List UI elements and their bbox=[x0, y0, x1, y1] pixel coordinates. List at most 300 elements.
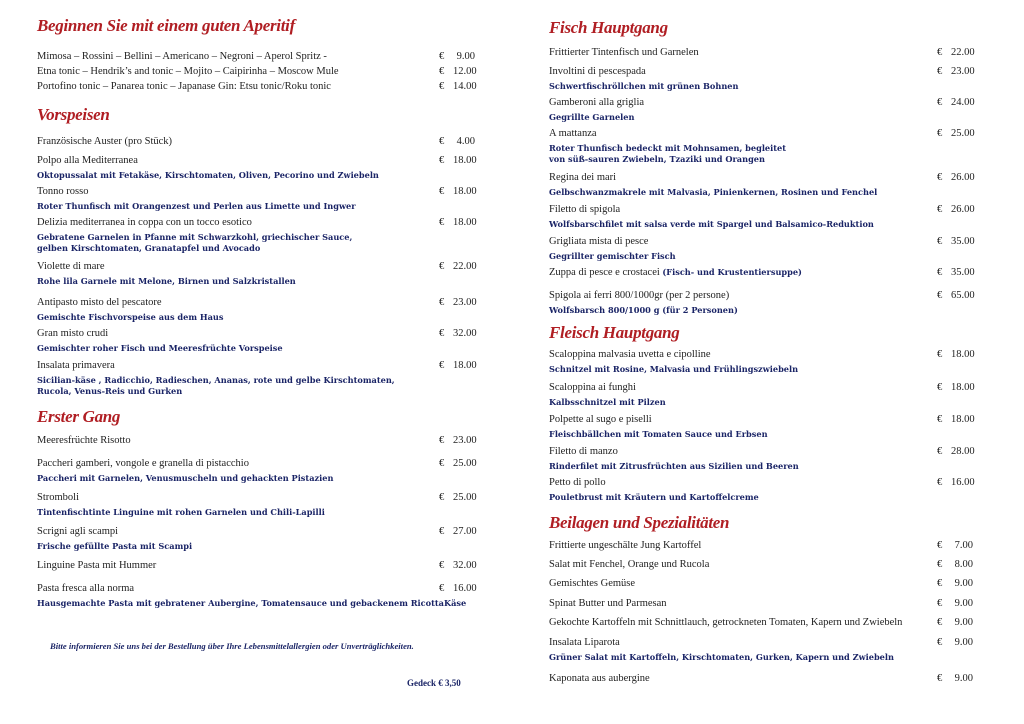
dish-description: Schwertfischröllchen mit grünen Bohnen bbox=[549, 81, 739, 91]
dish-name-text: Involtini di pescespada bbox=[549, 66, 646, 77]
dish-price bbox=[937, 172, 973, 183]
dish-description: Gegrillte Garnelen bbox=[549, 112, 635, 122]
price-amount: 18.00 bbox=[453, 360, 477, 371]
dish-price bbox=[439, 492, 475, 503]
currency-symbol: € bbox=[937, 477, 943, 488]
menu-item-gemischtes-gemuse bbox=[549, 578, 975, 593]
menu-item-frittierte-ungeschalte-jung-kartoffel bbox=[549, 540, 975, 555]
price-amount: 26.00 bbox=[951, 172, 975, 183]
menu-item-line bbox=[549, 66, 975, 81]
dish-price bbox=[937, 414, 973, 425]
dish-name-text: Salat mit Fenchel, Orange und Rucola bbox=[549, 559, 710, 570]
dish-description: Roter Thunfisch mit Orangenzest und Perlen aus Limette und Ingwer bbox=[37, 201, 356, 211]
menu-item-line bbox=[37, 51, 477, 66]
currency-symbol: € bbox=[439, 217, 445, 228]
dish-name-text: Antipasto misto del pescatore bbox=[37, 297, 162, 308]
menu-item-line bbox=[549, 128, 975, 143]
currency-symbol: € bbox=[937, 97, 943, 108]
dish-name bbox=[37, 155, 138, 166]
dish-name-text: Scaloppina ai funghi bbox=[549, 382, 636, 393]
currency-symbol: € bbox=[937, 617, 943, 628]
price-amount: 26.00 bbox=[951, 204, 975, 215]
dish-description: Frische gefüllte Pasta mit Scampi bbox=[37, 541, 193, 551]
currency-symbol: € bbox=[937, 673, 943, 684]
menu-item-linguine-pasta-mit-hummer bbox=[37, 560, 477, 575]
currency-symbol: € bbox=[937, 446, 943, 457]
dish-price bbox=[937, 598, 973, 609]
currency-symbol: € bbox=[937, 559, 943, 570]
menu-item-line bbox=[37, 217, 477, 232]
dish-name bbox=[549, 559, 709, 570]
dish-name-text: Paccheri gamberi, vongole e granella di pistacchio bbox=[37, 458, 249, 469]
dish-name-text: Filetto di spigola bbox=[549, 204, 621, 215]
menu-item-meeresfruchte-risotto bbox=[37, 435, 477, 450]
menu-item-grigliata-mista-di-pesce bbox=[549, 236, 975, 262]
menu-item-line bbox=[549, 477, 975, 492]
dish-description: Kalbsschnitzel mit Pilzen bbox=[549, 397, 666, 407]
currency-symbol: € bbox=[439, 261, 445, 272]
dish-name bbox=[37, 136, 172, 147]
dish-price bbox=[937, 540, 973, 551]
menu-item-line bbox=[549, 446, 975, 461]
menu-item-etna-tonic-hendrik-s-and-tonic-mojito-ca bbox=[37, 66, 477, 81]
dish-name-text: Linguine Pasta mit Hummer bbox=[37, 560, 157, 571]
dish-description: Gelbschwanzmakrele mit Malvasia, Pinienkernen, Rosinen und Fenchel bbox=[549, 187, 878, 197]
dish-name bbox=[549, 598, 667, 609]
menu-item-salat-mit-fenchel-orange-und-rucola bbox=[549, 559, 975, 574]
dish-price bbox=[439, 526, 475, 537]
dish-description: Gemischte Fischvorspeise aus dem Haus bbox=[37, 312, 224, 322]
menu-item-zuppa-di-pesce-e-crostacei bbox=[549, 267, 975, 282]
dish-name-text: Polpo alla Mediterranea bbox=[37, 155, 138, 166]
dish-name bbox=[37, 81, 331, 92]
section-title-aperitif: Beginnen Sie mit einem guten Aperitif bbox=[37, 16, 295, 35]
dish-name bbox=[549, 446, 618, 457]
dish-name-text: Spigola ai ferri 800/1000gr (per 2 persone) bbox=[549, 290, 730, 301]
currency-symbol: € bbox=[439, 360, 445, 371]
menu-item-line bbox=[37, 186, 477, 201]
price-amount: 18.00 bbox=[951, 414, 975, 425]
dish-price bbox=[937, 128, 973, 139]
dish-name bbox=[549, 204, 620, 215]
currency-symbol: € bbox=[439, 560, 445, 571]
dish-name bbox=[549, 47, 699, 58]
menu-item-mimosa-rossini-bellini-americano-negroni bbox=[37, 51, 477, 66]
currency-symbol: € bbox=[937, 204, 943, 215]
menu-item-line bbox=[549, 414, 975, 429]
menu-item-line bbox=[549, 598, 975, 613]
currency-symbol: € bbox=[439, 51, 445, 62]
currency-symbol: € bbox=[439, 81, 445, 92]
price-amount: 32.00 bbox=[453, 328, 477, 339]
currency-symbol: € bbox=[937, 540, 943, 551]
menu-item-line bbox=[549, 267, 975, 282]
cover-charge: Gedeck € 3,50 bbox=[407, 678, 461, 688]
dish-name bbox=[549, 617, 902, 628]
menu-item-involtini-di-pescespada bbox=[549, 66, 975, 92]
dish-name bbox=[549, 66, 646, 77]
dish-price bbox=[937, 446, 973, 457]
menu-item-line bbox=[549, 290, 975, 305]
dish-name bbox=[37, 66, 339, 77]
menu-item-scaloppina-malvasia-uvetta-e-cipolline bbox=[549, 349, 975, 375]
currency-symbol: € bbox=[937, 578, 943, 589]
menu-item-line bbox=[549, 559, 975, 574]
dish-description: Sicilian-käse , Radicchio, Radieschen, Ananas, rote und gelbe Kirschtomaten, bbox=[37, 375, 395, 385]
price-amount: 18.00 bbox=[951, 349, 975, 360]
dish-price bbox=[937, 66, 973, 77]
menu-item-line bbox=[549, 47, 975, 62]
dish-price bbox=[439, 155, 475, 166]
dish-name bbox=[37, 435, 131, 446]
price-amount: 9.00 bbox=[954, 598, 973, 609]
price-amount: 14.00 bbox=[453, 81, 477, 92]
menu-item-line bbox=[549, 578, 975, 593]
menu-item-gekochte-kartoffeln-mit-schnittlauch-get bbox=[549, 617, 975, 632]
dish-name bbox=[549, 128, 597, 139]
dish-description: Gegrillter gemischter Fisch bbox=[549, 251, 676, 261]
price-amount: 9.00 bbox=[456, 51, 475, 62]
menu-item-frittierter-tintenfisch-und-garnelen bbox=[549, 47, 975, 62]
menu-item-line bbox=[549, 349, 975, 364]
currency-symbol: € bbox=[937, 598, 943, 609]
dish-name-text: Tonno rosso bbox=[37, 186, 89, 197]
menu-item-violette-di-mare bbox=[37, 261, 477, 287]
dish-price bbox=[937, 559, 973, 570]
menu-item-line bbox=[549, 617, 975, 632]
allergy-note: Bitte informieren Sie uns bei der Bestellung über Ihre Lebensmittelallergien oder Unverträglichkeiten. bbox=[50, 641, 414, 651]
dish-name-text: Mimosa – Rossini – Bellini – Americano – Negroni – Aperol Spritz - bbox=[37, 51, 327, 62]
dish-name-text: Pasta fresca alla norma bbox=[37, 583, 135, 594]
price-amount: 35.00 bbox=[951, 236, 975, 247]
currency-symbol: € bbox=[937, 236, 943, 247]
currency-symbol: € bbox=[937, 172, 943, 183]
menu-item-line bbox=[549, 236, 975, 251]
dish-name-text: Delizia mediterranea in coppa con un tocco esotico bbox=[37, 217, 252, 228]
dish-price bbox=[937, 382, 973, 393]
price-amount: 12.00 bbox=[453, 66, 477, 77]
menu-item-scrigni-agli-scampi bbox=[37, 526, 477, 552]
dish-price bbox=[937, 97, 973, 108]
dish-description: Oktopussalat mit Fetakäse, Kirschtomaten, Oliven, Pecorino und Zwiebeln bbox=[37, 170, 379, 180]
dish-name bbox=[37, 526, 118, 537]
dish-name-text: Stromboli bbox=[37, 492, 80, 503]
menu-item-line bbox=[549, 637, 975, 652]
dish-name bbox=[549, 236, 648, 247]
dish-name bbox=[37, 51, 327, 62]
dish-name bbox=[549, 540, 701, 551]
dish-price bbox=[439, 51, 475, 62]
price-amount: 27.00 bbox=[453, 526, 477, 537]
dish-price bbox=[439, 81, 475, 92]
price-amount: 9.00 bbox=[954, 673, 973, 684]
dish-price bbox=[439, 560, 475, 571]
menu-item-line bbox=[37, 526, 477, 541]
price-amount: 16.00 bbox=[951, 477, 975, 488]
dish-name bbox=[37, 360, 115, 371]
menu-item-line bbox=[549, 204, 975, 219]
currency-symbol: € bbox=[937, 349, 943, 360]
menu-item-line bbox=[37, 360, 477, 375]
dish-name-text: Gamberoni alla griglia bbox=[549, 97, 645, 108]
dish-name-text: Gekochte Kartoffeln mit Schnittlauch, getrockneten Tomaten, Kapern und Zwiebeln bbox=[549, 617, 903, 628]
menu-item-spigola-ai-ferri-800-1000gr-per-2-person bbox=[549, 290, 975, 316]
dish-name bbox=[37, 261, 105, 272]
menu-item-filetto-di-manzo bbox=[549, 446, 975, 472]
dish-price bbox=[937, 47, 973, 58]
dish-price bbox=[439, 297, 475, 308]
dish-name-text: Gran misto crudi bbox=[37, 328, 109, 339]
price-amount: 23.00 bbox=[453, 435, 477, 446]
price-amount: 18.00 bbox=[453, 217, 477, 228]
price-amount: 9.00 bbox=[954, 578, 973, 589]
section-title-vorspeisen: Vorspeisen bbox=[37, 105, 110, 124]
dish-name bbox=[549, 673, 650, 684]
price-amount: 18.00 bbox=[453, 186, 477, 197]
price-amount: 22.00 bbox=[453, 261, 477, 272]
price-amount: 22.00 bbox=[951, 47, 975, 58]
dish-name-text: Kaponata aus aubergine bbox=[549, 673, 650, 684]
dish-description: Schnitzel mit Rosine, Malvasia und Frühlingszwiebeln bbox=[549, 364, 799, 374]
dish-price bbox=[439, 261, 475, 272]
dish-description: Fleischbällchen mit Tomaten Sauce und Erbsen bbox=[549, 429, 768, 439]
currency-symbol: € bbox=[937, 382, 943, 393]
currency-symbol: € bbox=[937, 414, 943, 425]
dish-price bbox=[439, 328, 475, 339]
dish-description: Wolfsbarsch 800/1000 g (für 2 Personen) bbox=[549, 305, 738, 315]
dish-price bbox=[439, 360, 475, 371]
menu-item-portofino-tonic-panarea-tonic-japanase-g bbox=[37, 81, 477, 96]
menu-item-a-mattanza bbox=[549, 128, 975, 165]
dish-name-text: Portofino tonic – Panarea tonic – Japanase Gin: Etsu tonic/Roku tonic bbox=[37, 81, 331, 92]
dish-name bbox=[37, 297, 162, 308]
currency-symbol: € bbox=[439, 297, 445, 308]
dish-price bbox=[937, 267, 973, 278]
dish-name-text: Zuppa di pesce e crostacei bbox=[549, 267, 660, 278]
menu-item-spinat-butter-und-parmesan bbox=[549, 598, 975, 613]
menu-item-scaloppina-ai-funghi bbox=[549, 382, 975, 408]
dish-price bbox=[439, 435, 475, 446]
dish-price bbox=[439, 217, 475, 228]
dish-description: Pouletbrust mit Kräutern und Kartoffelcreme bbox=[549, 492, 759, 502]
section-title-erster: Erster Gang bbox=[37, 407, 121, 426]
dish-description: Roter Thunfisch bedeckt mit Mohnsamen, begleitet bbox=[549, 143, 787, 153]
dish-name-text: Filetto di manzo bbox=[549, 446, 618, 457]
menu-item-line bbox=[37, 66, 477, 81]
currency-symbol: € bbox=[439, 583, 445, 594]
price-amount: 8.00 bbox=[954, 559, 973, 570]
dish-name bbox=[37, 492, 79, 503]
menu-item-line bbox=[37, 492, 477, 507]
dish-price bbox=[937, 204, 973, 215]
menu-item-petto-di-pollo bbox=[549, 477, 975, 503]
menu-item-line bbox=[549, 172, 975, 187]
dish-name-text: Französische Auster (pro Stück) bbox=[37, 136, 173, 147]
price-amount: 24.00 bbox=[951, 97, 975, 108]
menu-item-line bbox=[37, 136, 477, 151]
dish-description: gelben Kirschtomaten, Granatapfel und Avocado bbox=[37, 243, 261, 253]
price-amount: 35.00 bbox=[951, 267, 975, 278]
section-title-fisch: Fisch Hauptgang bbox=[549, 18, 668, 37]
price-amount: 28.00 bbox=[951, 446, 975, 457]
dish-price bbox=[439, 136, 475, 147]
menu-item-stromboli bbox=[37, 492, 477, 518]
dish-name-text: A mattanza bbox=[549, 128, 597, 139]
currency-symbol: € bbox=[937, 66, 943, 77]
dish-name-text: Insalata Liparota bbox=[549, 637, 620, 648]
dish-name-text: Polpette al sugo e piselli bbox=[549, 414, 652, 425]
price-amount: 18.00 bbox=[453, 155, 477, 166]
dish-price bbox=[937, 617, 973, 628]
dish-description: Rinderfilet mit Zitrusfrüchten aus Sizilien und Beeren bbox=[549, 461, 799, 471]
menu-item-pasta-fresca-alla-norma bbox=[37, 583, 477, 609]
dish-price bbox=[937, 236, 973, 247]
dish-name bbox=[37, 560, 156, 571]
dish-name-text: Scaloppina malvasia uvetta e cipolline bbox=[549, 349, 711, 360]
currency-symbol: € bbox=[439, 186, 445, 197]
dish-name-text: Etna tonic – Hendrik’s and tonic – Mojito – Caipirinha – Moscow Mule bbox=[37, 66, 339, 77]
dish-description: Wolfsbarschfilet mit salsa verde mit Spargel und Balsamico-Reduktion bbox=[549, 219, 874, 229]
dish-name-text: Frittierte ungeschälte Jung Kartoffel bbox=[549, 540, 702, 551]
dish-description-inline: (Fisch- und Krustentiersuppe) bbox=[662, 267, 802, 277]
dish-description: Gemischter roher Fisch und Meeresfrüchte Vorspeise bbox=[37, 343, 283, 353]
dish-name bbox=[37, 328, 108, 339]
section-title-fleisch: Fleisch Hauptgang bbox=[549, 323, 680, 342]
dish-price bbox=[439, 186, 475, 197]
dish-name-text: Petto di pollo bbox=[549, 477, 606, 488]
menu-item-line bbox=[37, 458, 477, 473]
menu-item-line bbox=[37, 155, 477, 170]
dish-price bbox=[937, 578, 973, 589]
dish-name bbox=[549, 637, 620, 648]
dish-name bbox=[549, 267, 802, 278]
dish-name bbox=[549, 290, 729, 301]
currency-symbol: € bbox=[937, 267, 943, 278]
dish-name-text: Meeresfrüchte Risotto bbox=[37, 435, 131, 446]
dish-name bbox=[549, 578, 635, 589]
menu-item-regina-dei-mari bbox=[549, 172, 975, 198]
currency-symbol: € bbox=[439, 155, 445, 166]
dish-description: von süß-sauren Zwiebeln, Tzaziki und Orangen bbox=[549, 154, 765, 164]
currency-symbol: € bbox=[937, 128, 943, 139]
menu-item-kaponata-aus-aubergine bbox=[549, 673, 975, 688]
menu-item-polpo-alla-mediterranea bbox=[37, 155, 477, 181]
price-amount: 4.00 bbox=[456, 136, 475, 147]
dish-name bbox=[37, 458, 249, 469]
menu-item-line bbox=[37, 261, 477, 276]
dish-description: Hausgemachte Pasta mit gebratener Aubergine, Tomatensauce und gebackenem RicottaKäse bbox=[37, 598, 467, 608]
dish-price bbox=[937, 477, 973, 488]
dish-name bbox=[37, 217, 252, 228]
menu-item-gamberoni-alla-griglia bbox=[549, 97, 975, 123]
price-amount: 9.00 bbox=[954, 617, 973, 628]
dish-name bbox=[37, 583, 134, 594]
price-amount: 16.00 bbox=[453, 583, 477, 594]
price-amount: 23.00 bbox=[951, 66, 975, 77]
menu-item-line bbox=[37, 81, 477, 96]
dish-price bbox=[937, 673, 973, 684]
currency-symbol: € bbox=[439, 136, 445, 147]
menu-item-line bbox=[549, 97, 975, 112]
dish-name bbox=[549, 349, 711, 360]
dish-price bbox=[937, 290, 973, 301]
dish-name bbox=[37, 186, 88, 197]
dish-name bbox=[549, 97, 644, 108]
currency-symbol: € bbox=[439, 66, 445, 77]
price-amount: 23.00 bbox=[453, 297, 477, 308]
currency-symbol: € bbox=[439, 458, 445, 469]
menu-item-line bbox=[549, 540, 975, 555]
dish-price bbox=[439, 458, 475, 469]
price-amount: 32.00 bbox=[453, 560, 477, 571]
dish-description: Rucola, Venus-Reis und Gurken bbox=[37, 386, 183, 396]
menu-item-franzosische-auster-pro-stuck bbox=[37, 136, 477, 151]
menu-item-insalata-primavera bbox=[37, 360, 477, 397]
menu-item-insalata-liparota bbox=[549, 637, 975, 663]
price-amount: 25.00 bbox=[453, 458, 477, 469]
currency-symbol: € bbox=[439, 526, 445, 537]
dish-description: Gebratene Garnelen in Pfanne mit Schwarzkohl, griechischer Sauce, bbox=[37, 232, 353, 242]
dish-name-text: Scrigni agli scampi bbox=[37, 526, 119, 537]
dish-name bbox=[549, 477, 606, 488]
menu-item-line bbox=[549, 673, 975, 688]
currency-symbol: € bbox=[937, 47, 943, 58]
price-amount: 7.00 bbox=[954, 540, 973, 551]
menu-item-line bbox=[549, 382, 975, 397]
dish-price bbox=[937, 637, 973, 648]
dish-name-text: Regina dei mari bbox=[549, 172, 617, 183]
section-title-beilagen: Beilagen und Spezialitäten bbox=[549, 513, 730, 532]
price-amount: 18.00 bbox=[951, 382, 975, 393]
menu-item-tonno-rosso bbox=[37, 186, 477, 212]
price-amount: 25.00 bbox=[951, 128, 975, 139]
menu-item-delizia-mediterranea-in-coppa-con-un-toc bbox=[37, 217, 477, 254]
dish-name-text: Spinat Butter und Parmesan bbox=[549, 598, 667, 609]
dish-description: Paccheri mit Garnelen, Venusmuscheln und gehackten Pistazien bbox=[37, 473, 334, 483]
currency-symbol: € bbox=[439, 435, 445, 446]
dish-price bbox=[439, 583, 475, 594]
menu-item-filetto-di-spigola bbox=[549, 204, 975, 230]
menu-item-line bbox=[37, 328, 477, 343]
currency-symbol: € bbox=[439, 328, 445, 339]
currency-symbol: € bbox=[439, 492, 445, 503]
menu-item-line bbox=[37, 583, 477, 598]
dish-name-text: Gemischtes Gemüse bbox=[549, 578, 636, 589]
menu-item-antipasto-misto-del-pescatore bbox=[37, 297, 477, 323]
menu-item-line bbox=[37, 297, 477, 312]
dish-description: Tintenfischtinte Linguine mit rohen Garnelen und Chili-Lapilli bbox=[37, 507, 325, 517]
dish-name-text: Grigliata mista di pesce bbox=[549, 236, 649, 247]
dish-name-text: Violette di mare bbox=[37, 261, 105, 272]
menu-item-gran-misto-crudi bbox=[37, 328, 477, 354]
menu-item-line bbox=[37, 560, 477, 575]
dish-name-text: Frittierter Tintenfisch und Garnelen bbox=[549, 47, 699, 58]
dish-price bbox=[439, 66, 475, 77]
dish-description: Grüner Salat mit Kartoffeln, Kirschtomaten, Gurken, Kapern und Zwiebeln bbox=[549, 652, 894, 662]
dish-name bbox=[549, 382, 636, 393]
currency-symbol: € bbox=[937, 637, 943, 648]
menu-item-paccheri-gamberi-vongole-e-granella-di-p bbox=[37, 458, 477, 484]
menu-item-polpette-al-sugo-e-piselli bbox=[549, 414, 975, 440]
menu-item-line bbox=[37, 435, 477, 450]
dish-name bbox=[549, 172, 616, 183]
price-amount: 65.00 bbox=[951, 290, 975, 301]
currency-symbol: € bbox=[937, 290, 943, 301]
price-amount: 9.00 bbox=[954, 637, 973, 648]
dish-price bbox=[937, 349, 973, 360]
dish-description: Rohe lila Garnele mit Melone, Birnen und Salzkristallen bbox=[37, 276, 296, 286]
price-amount: 25.00 bbox=[453, 492, 477, 503]
